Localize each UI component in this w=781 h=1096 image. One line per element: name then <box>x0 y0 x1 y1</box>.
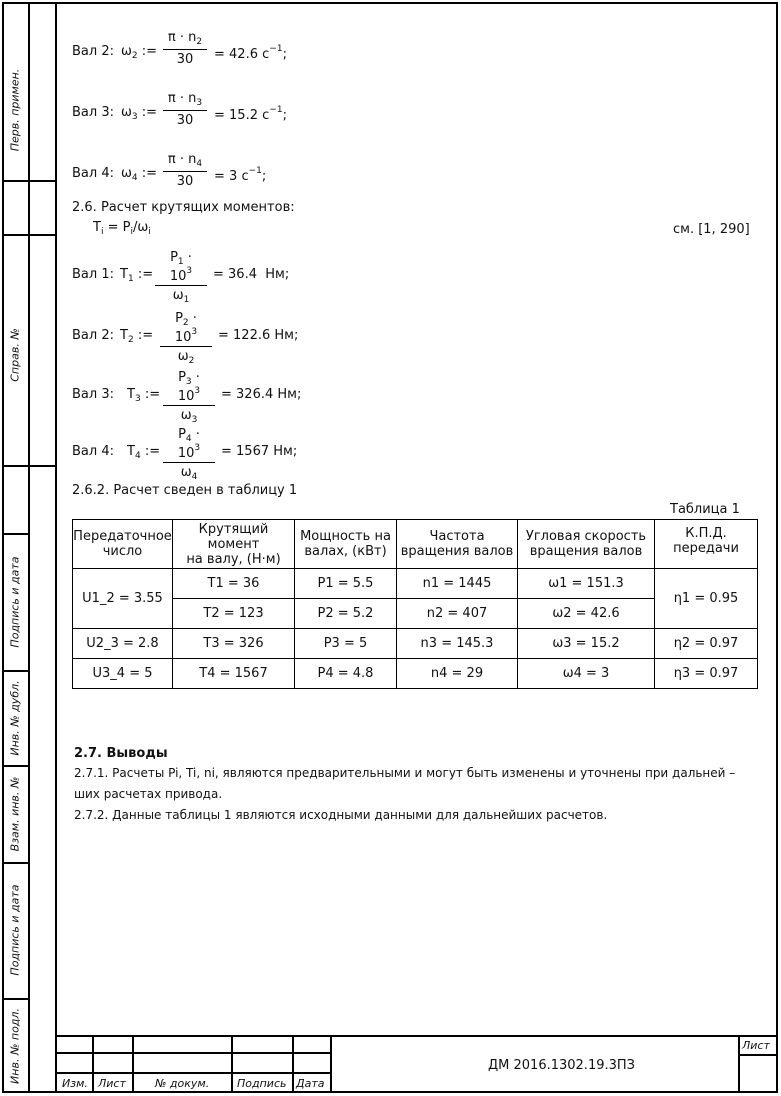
omega-cell: ω4 = 3 <box>518 659 655 689</box>
side-label: Перв. примен. <box>8 68 22 152</box>
torque-cell: T2 = 123 <box>173 599 295 629</box>
side-label: Справ. № <box>8 328 22 382</box>
torque-formula: $T_i = P_i/\omega_i$ <box>93 220 151 237</box>
efficiency-cell: η1 = 0.95 <box>655 569 758 629</box>
header-cell: Крутящий момент на валу, (Н·м) <box>173 520 295 569</box>
header-cell: Мощность на валах, (кВт) <box>295 520 397 569</box>
header-cell: Передаточное число <box>73 520 173 569</box>
conclusion-text: 2.7.2. Данные таблицы 1 являются исходными данными для дальнейших расчетов. <box>74 808 608 822</box>
power-cell: P1 = 5.5 <box>295 569 397 599</box>
side-label: Инв. № подл. <box>8 1007 22 1084</box>
side-divider <box>2 465 55 467</box>
power-cell: P3 = 5 <box>295 629 397 659</box>
side-label: Взам. инв. № <box>8 776 22 851</box>
reference: см. [1, 290] <box>673 222 750 237</box>
conclusion-text: 2.7.1. Расчеты Pi, Ti, ni, являются предварительными и могут быть изменены и уточнены при дальней – <box>74 766 736 780</box>
header-cell: Частота вращения валов <box>397 520 518 569</box>
torque-cell: T3 = 326 <box>173 629 295 659</box>
col-label: Изм. <box>62 1077 88 1090</box>
omega-cell: ω1 = 151.3 <box>518 569 655 599</box>
side-divider <box>2 180 55 182</box>
section-title: 2.6. Расчет крутящих моментов: <box>72 200 295 215</box>
power-cell: P2 = 5.2 <box>295 599 397 629</box>
conclusions-title: 2.7. Выводы <box>74 746 168 761</box>
power-cell: P4 = 4.8 <box>295 659 397 689</box>
side-label: Подпись и дата <box>8 884 22 976</box>
efficiency-cell: η3 = 0.97 <box>655 659 758 689</box>
sheet-label: Лист <box>742 1039 770 1052</box>
table-caption: Таблица 1 <box>670 502 740 517</box>
document-designation: ДМ 2016.1302.19.3ПЗ <box>488 1058 635 1073</box>
efficiency-cell: η2 = 0.97 <box>655 629 758 659</box>
speed-cell: n1 = 1445 <box>397 569 518 599</box>
col-label: № докум. <box>155 1077 210 1090</box>
speed-cell: n2 = 407 <box>397 599 518 629</box>
speed-cell: n4 = 29 <box>397 659 518 689</box>
side-label: Инв. № дубл. <box>8 679 22 756</box>
ratio-cell: U2_3 = 2.8 <box>73 629 173 659</box>
col-label: Подпись <box>237 1077 287 1090</box>
side-divider <box>2 234 55 236</box>
ratio-cell: U1_2 = 3.55 <box>73 569 173 629</box>
table-intro: 2.6.2. Расчет сведен в таблицу 1 <box>72 483 298 498</box>
summary-table <box>72 519 758 689</box>
side-stamp-column <box>28 2 55 1093</box>
conclusion-text: ших расчетах привода. <box>74 787 223 801</box>
col-label: Дата <box>296 1077 325 1090</box>
torque-cell: T4 = 1567 <box>173 659 295 689</box>
col-label: Лист <box>98 1077 126 1090</box>
omega-cell: ω2 = 42.6 <box>518 599 655 629</box>
speed-cell: n3 = 145.3 <box>397 629 518 659</box>
omega-cell: ω3 = 15.2 <box>518 629 655 659</box>
header-cell: Угловая скорость вращения валов <box>518 520 655 569</box>
side-label: Подпись и дата <box>8 555 22 648</box>
header-cell: К.П.Д. передачи <box>655 520 758 569</box>
ratio-cell: U3_4 = 5 <box>73 659 173 689</box>
torque-cell: T1 = 36 <box>173 569 295 599</box>
